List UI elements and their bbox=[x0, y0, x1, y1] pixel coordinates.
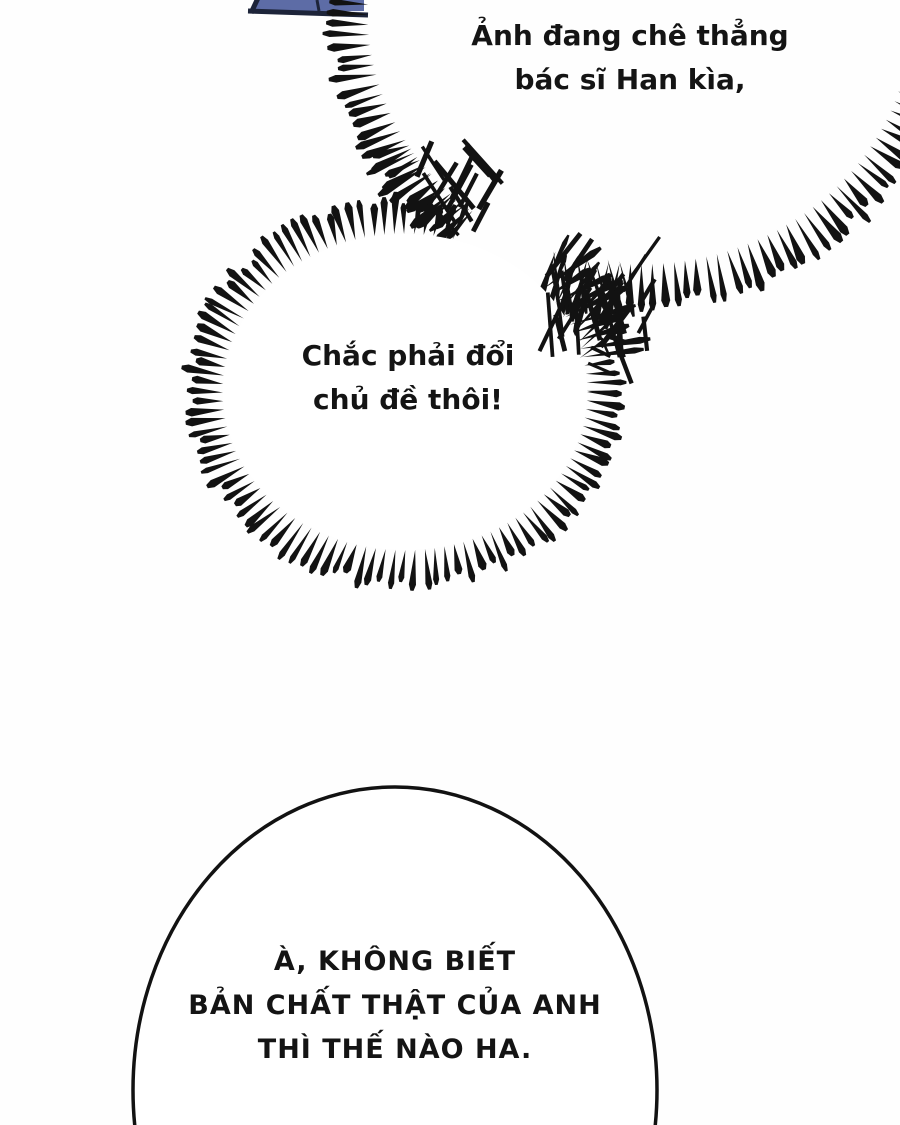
bubble-text-line: À, KHÔNG BIẾT bbox=[273, 946, 517, 977]
shout-bubble-middle-text bbox=[158, 334, 658, 422]
bubble-text-line: bác sĩ Han kìa, bbox=[514, 63, 746, 96]
bubble-text-line: BẢN CHẤT THẬT CỦA ANH bbox=[188, 990, 602, 1021]
speech-bubble-bottom-text bbox=[145, 940, 645, 1072]
bubble-text-line: Ảnh đang chê thẳng bbox=[471, 19, 789, 52]
shout-bubble-top-text bbox=[380, 14, 880, 102]
blue-object-divider bbox=[317, 0, 319, 11]
bubble-text-line: Chắc phải đổi bbox=[301, 339, 515, 372]
bubble-text-line: THÌ THẾ NÀO HA. bbox=[257, 1034, 533, 1065]
bubble-text-line: chủ đề thôi! bbox=[313, 383, 503, 416]
